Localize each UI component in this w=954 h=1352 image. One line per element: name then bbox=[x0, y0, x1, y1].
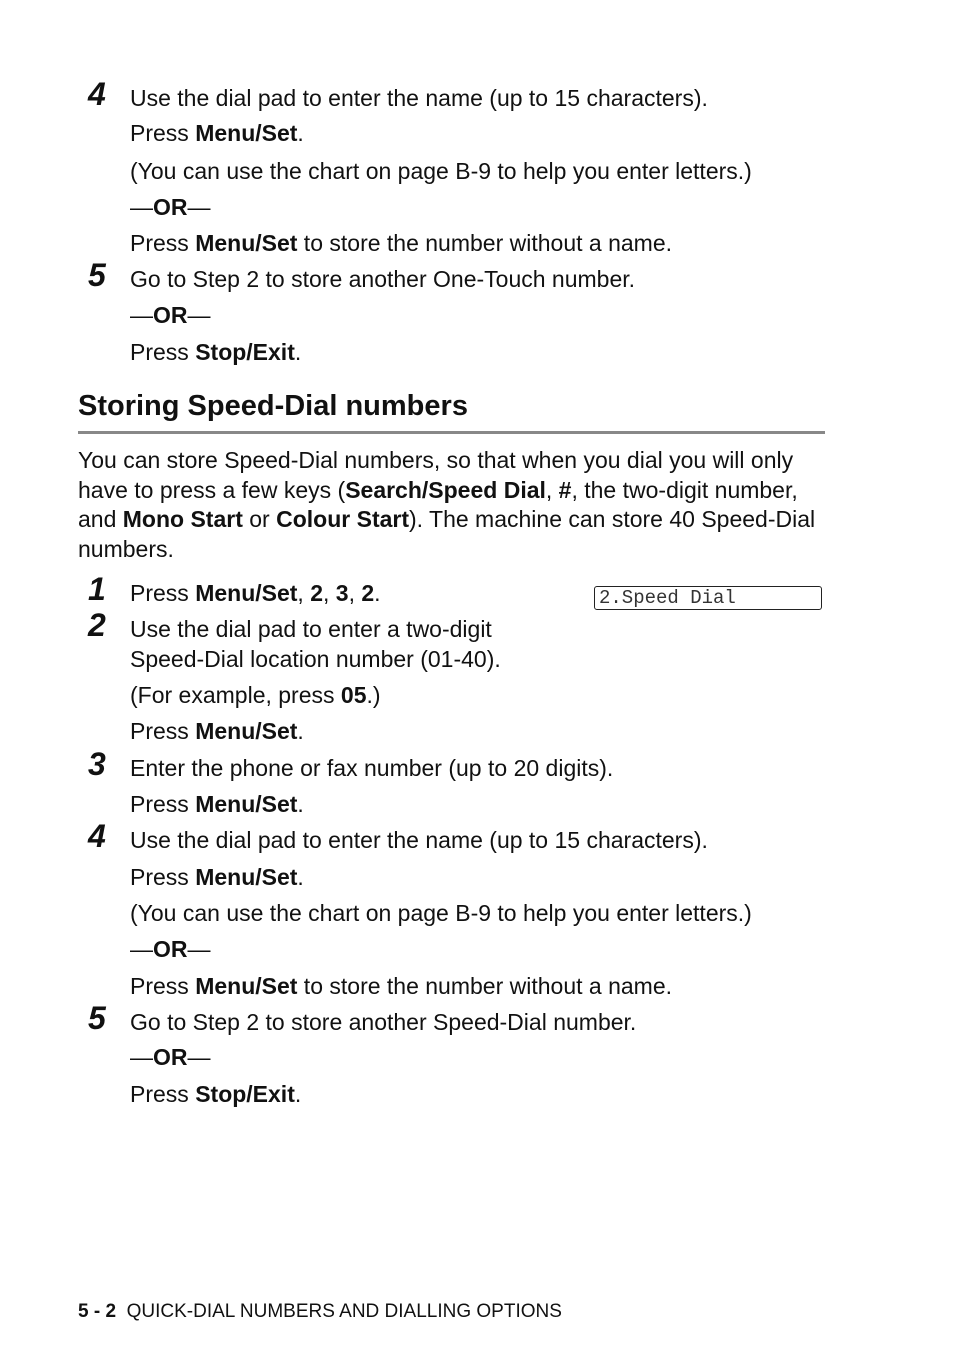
or-separator: —OR— bbox=[130, 1044, 211, 1070]
step-5-instruction: Go to Step 2 to store another Speed-Dial number. bbox=[130, 1009, 637, 1035]
or-separator: —OR— bbox=[130, 936, 211, 962]
step-5-instruction: Go to Step 2 to store another One-Touch number. bbox=[130, 266, 636, 292]
step-4-chart-note: (You can use the chart on page B-9 to help you enter letters.) bbox=[130, 900, 752, 926]
step-number-4: 4 bbox=[88, 818, 106, 854]
step-2-example: (For example, press 05.) bbox=[130, 682, 381, 708]
step-4-press-menu-set: Press Menu/Set. bbox=[130, 864, 304, 890]
lcd-display: 2.Speed Dial bbox=[594, 586, 822, 610]
step-3-press-menu-set: Press Menu/Set. bbox=[130, 791, 304, 817]
page-footer bbox=[78, 1300, 562, 1324]
step-5-press-stop-exit: Press Stop/Exit. bbox=[130, 339, 302, 365]
page-number: 5 - 2 bbox=[78, 1301, 117, 1322]
step-number-5: 5 bbox=[88, 1000, 106, 1036]
step-4-instruction: Use the dial pad to enter the name (up to 15 characters). bbox=[130, 85, 708, 111]
chapter-title: QUICK-DIAL NUMBERS AND DIALLING OPTIONS bbox=[126, 1301, 562, 1322]
step-4-no-name-option: Press Menu/Set to store the number without a name. bbox=[130, 230, 673, 256]
step-2-instruction-line-1: Use the dial pad to enter a two-digit bbox=[130, 616, 492, 642]
step-number-2: 2 bbox=[88, 607, 106, 643]
or-separator: —OR— bbox=[130, 194, 211, 220]
step-number-4: 4 bbox=[88, 76, 106, 112]
heading-rule bbox=[78, 431, 825, 434]
step-1-instruction: Press Menu/Set, 2, 3, 2. bbox=[130, 580, 381, 606]
step-number-3: 3 bbox=[88, 746, 106, 782]
step-4-no-name-option: Press Menu/Set to store the number without a name. bbox=[130, 973, 673, 999]
step-number-5: 5 bbox=[88, 257, 106, 293]
section-intro: You can store Speed-Dial numbers, so that when you dial you will only have to press a few keys (Search/Speed Dial, #, the two-digit number, and Mono Start or Colour Start). The machine can store 40 Speed-Dial numbers. bbox=[78, 447, 816, 562]
step-4-press-menu-set: Press Menu/Set. bbox=[130, 120, 304, 146]
step-2-instruction-line-2: Speed-Dial location number (01-40). bbox=[130, 646, 501, 672]
step-2-press-menu-set: Press Menu/Set. bbox=[130, 718, 304, 744]
section-title: Storing Speed-Dial numbers bbox=[78, 390, 468, 422]
or-separator: —OR— bbox=[130, 302, 211, 328]
step-4-chart-note: (You can use the chart on page B-9 to help you enter letters.) bbox=[130, 158, 752, 184]
step-4-instruction: Use the dial pad to enter the name (up to 15 characters). bbox=[130, 827, 708, 853]
step-5-press-stop-exit: Press Stop/Exit. bbox=[130, 1081, 302, 1107]
step-number-1: 1 bbox=[88, 571, 106, 607]
step-3-instruction: Enter the phone or fax number (up to 20 digits). bbox=[130, 755, 614, 781]
